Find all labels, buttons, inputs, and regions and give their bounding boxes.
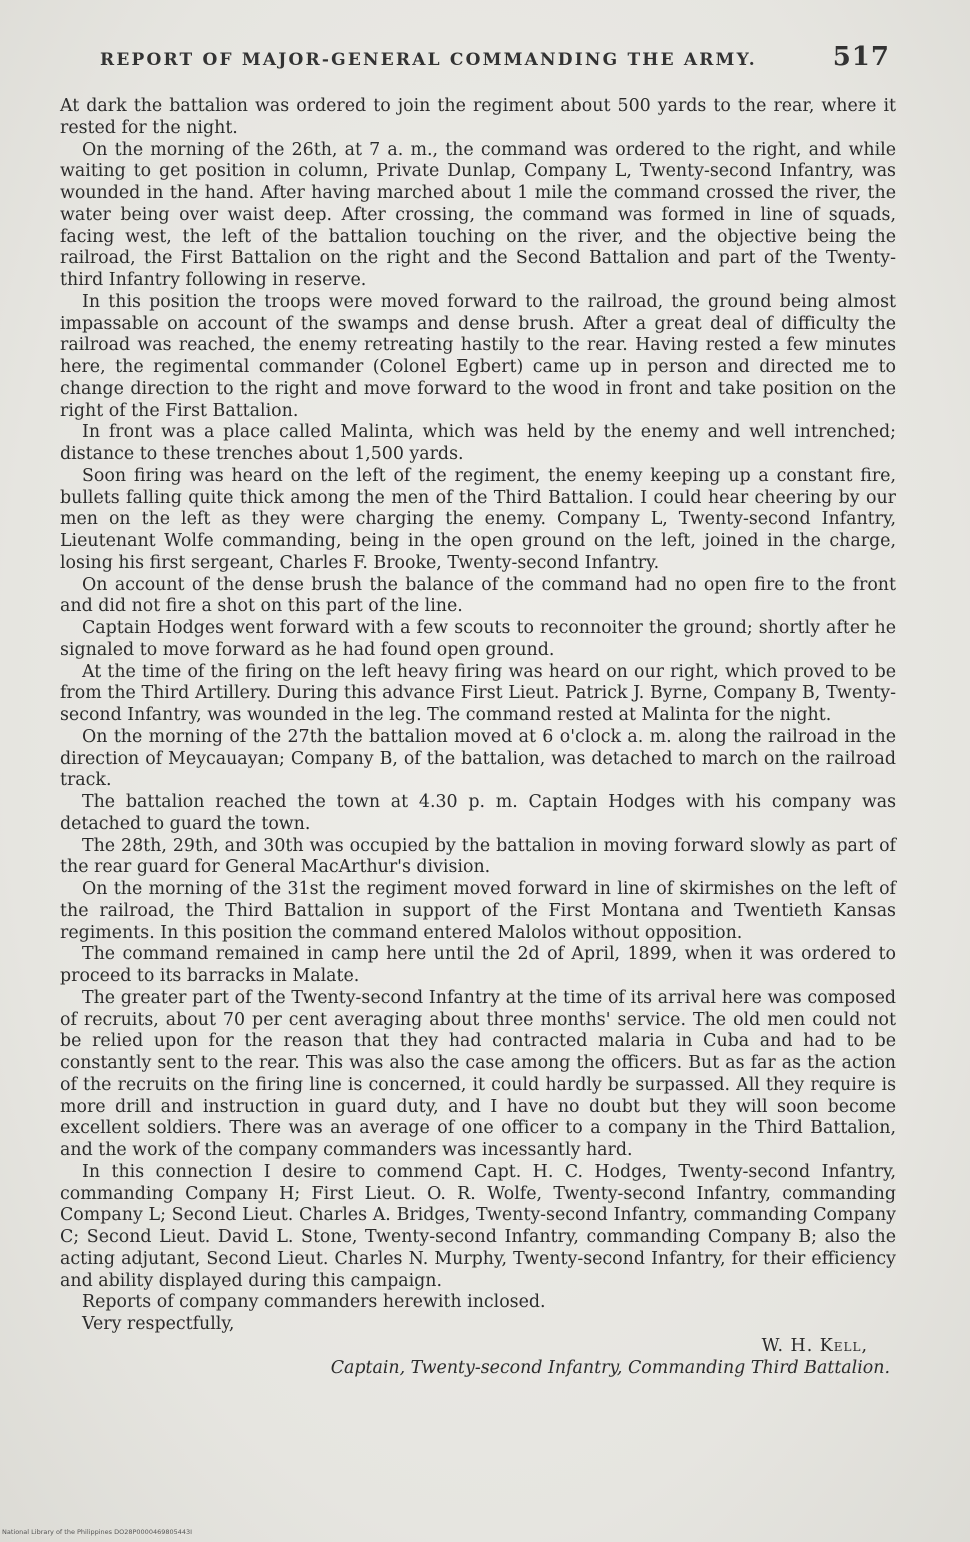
paragraph: At dark the battalion was ordered to join the regiment about 500 yards to the rear, where it rested for the night.: [60, 96, 896, 138]
report-body: [60, 96, 896, 1379]
paragraph: Captain Hodges went forward with a few scouts to reconnoiter the ground; shortly after he signaled to move forward as he had found open ground.: [60, 618, 896, 660]
header-title: REPORT OF MAJOR-GENERAL COMMANDING THE ARMY.: [100, 50, 757, 70]
paragraph: The 28th, 29th, and 30th was occupied by the battalion in moving forward slowly as part of the rear guard for General MacArthur's division.: [60, 835, 896, 878]
running-head: [100, 42, 890, 72]
paragraph: In front was a place called Malinta, which was held by the enemy and well intrenched; distance to these trenches about 1,500 yards.: [60, 422, 896, 464]
paragraph: The greater part of the Twenty-second Infantry at the time of its arrival here was composed of recruits, about 70 per cent averaging about three months' service. The old men could not be relied upon for the reason that they had contracted malaria in Cuba and had to be constantly sent to the rear. This was also the case among the officers. But as far as the action of the recruits on the firing line is concerned, it could hardly be surpassed. All they require is more drill and instruction in guard duty, and I have no doubt but they will soon become excellent soldiers. There was an average of one officer to a company in the Third Battalion, and the work of the company commanders was incessantly hard.: [60, 987, 896, 1160]
signature-name: W. H. Kell,: [761, 1335, 868, 1356]
paragraph: In this connection I desire to commend Capt. H. C. Hodges, Twenty-second Infantry, commanding Company H; First Lieut. O. R. Wolfe, Twenty-second Infantry, commanding Company L; Second Lieut. Charles A. Bridges, Twenty-second Infantry, commanding Company C; Second Lieut. David L. Stone, Twenty-second Infantry, commanding Company B; also the acting adjutant, Second Lieut. Charles N. Murphy, Twenty-second Infantry, for their efficiency and ability displayed during this campaign.: [60, 1161, 896, 1291]
signature-title: Captain, Twenty-second Infantry, Commanding Third Battalion.: [330, 1357, 890, 1378]
paragraph: On account of the dense brush the balance of the command had no open fire to the front and did not fire a shot on this part of the line.: [60, 574, 896, 617]
paragraph: On the morning of the 27th the battalion moved at 6 o'clock a. m. along the railroad in the direction of Meycauayan; Company B, of the battalion, was detached to march on the railroad track.: [60, 726, 896, 791]
valediction: Very respectfully,: [82, 1314, 235, 1334]
closing-line: Reports of company commanders herewith inclosed.: [82, 1292, 546, 1313]
paragraph: In this position the troops were moved forward to the railroad, the ground being almost impassable on account of the swamps and dense brush. After a great deal of difficulty the railroad was reached, the enemy retreating hastily to the rear. Having rested a few minutes here, the regimental commander (Colonel Egbert) came up in person and directed me to change direction to the right and move forward to the wood in front and take position on the right of the First Battalion.: [60, 291, 896, 421]
paragraph: Soon firing was heard on the left of the regiment, the enemy keeping up a constant fire, bullets falling quite thick among the men of the Third Battalion. I could hear cheering by our men on the left as they were charging the enemy. Company L, Twenty-second Infantry, Lieutenant Wolfe commanding, being in the open ground on the left, joined in the charge, losing his first sergeant, Charles F. Brooke, Twenty-second Infantry.: [60, 465, 896, 573]
paragraph: On the morning of the 31st the regiment moved forward in line of skirmishes on the left of the railroad, the Third Battalion in support of the First Montana and Twentieth Kansas regiments. In this position the command entered Malolos without opposition.: [60, 879, 896, 943]
paragraph: At the time of the firing on the left heavy firing was heard on our right, which proved to be from the Third Artillery. During this advance First Lieut. Patrick J. Byrne, Company B, Twenty-second Infantry, was wounded in the leg. The command rested at Malinta for the night.: [60, 661, 896, 725]
paragraph: The command remained in camp here until the 2d of April, 1899, when it was ordered to proceed to its barracks in Malate.: [60, 944, 896, 986]
paragraph: The battalion reached the town at 4.30 p. m. Captain Hodges with his company was detached to guard the town.: [60, 792, 896, 834]
page-number: 517: [832, 42, 890, 72]
paragraph: On the morning of the 26th, at 7 a. m., the command was ordered to the right, and while waiting to get position in column, Private Dunlap, Company L, Twenty-second Infantry, was wounded in the hand. After having marched about 1 mile the command crossed the river, the water being over waist deep. After crossing, the command was formed in line of squads, facing west, the left of the battalion touching on the river, and the objective being the railroad, the First Battalion on the right and the Second Battalion and part of the Twenty-third Infantry following in reserve.: [60, 139, 896, 290]
scan-footer: National Library of the Philippines DO28P0000469805443I: [2, 1528, 193, 1536]
